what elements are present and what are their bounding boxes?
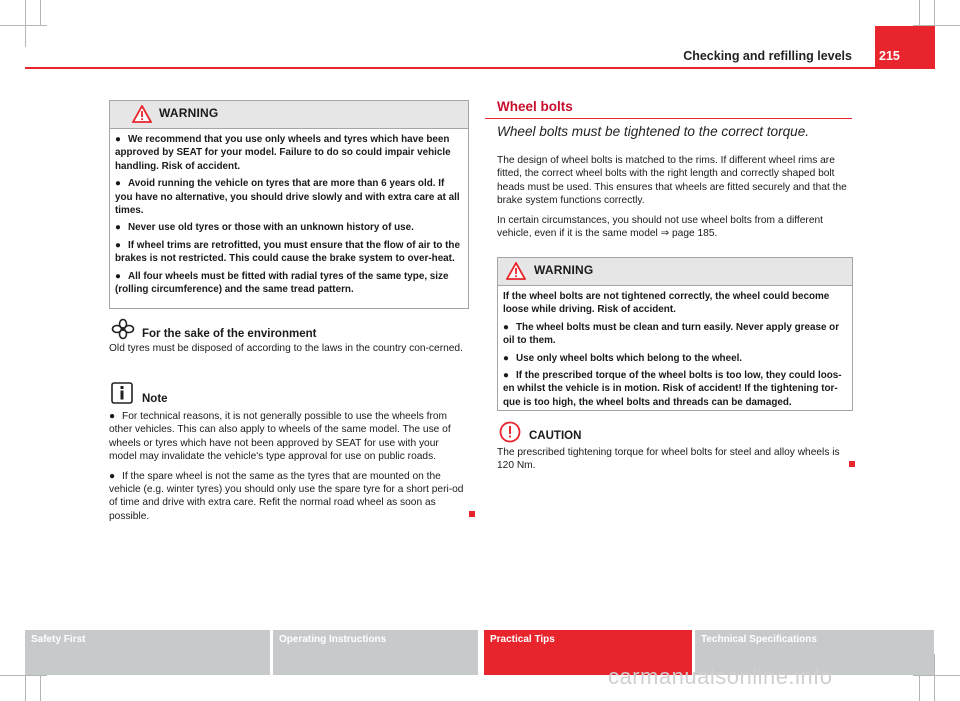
section-heading: Wheel bolts — [497, 99, 573, 114]
caution-icon — [499, 421, 521, 443]
warning-title: WARNING — [534, 263, 594, 277]
crop-mark — [919, 0, 920, 26]
warning-item: ● All four wheels must be fitted with radial tyres of the same type, size (rolling circumference) and the same tread pattern. — [115, 270, 449, 296]
warning-item: ● Use only wheel bolts which belong to the wheel. — [503, 352, 743, 364]
environment-text: Old tyres must be disposed of according to the laws in the country con-cerned. — [109, 343, 463, 354]
warning-item: ● The wheel bolts must be clean and turn easily. Never apply grease or oil to them. — [503, 321, 840, 347]
tab-operating-instructions[interactable]: Operating Instructions — [273, 630, 478, 675]
tab-technical-specifications[interactable]: Technical Specifications — [695, 630, 934, 675]
warning-triangle-icon — [506, 262, 526, 280]
crop-mark — [40, 675, 41, 701]
paragraph: In certain circumstances, you should not use wheel bolts from a different vehicle, even if it is the same model ⇒ page 185. — [497, 214, 823, 240]
note-item: ● For technical reasons, it is not generally possible to use the wheels from other vehicles. This can also apply to wheels of the same model. The use of wheels or tyres which have not been approved by SEAT for use with your model may invalidate the vehicle's type approval for use on public roads. — [109, 411, 451, 463]
section-end-mark — [469, 511, 475, 517]
crop-mark — [25, 0, 26, 47]
environment-title: For the sake of the environment — [142, 328, 317, 340]
chapter-title: Checking and refilling levels — [683, 49, 852, 63]
paragraph: The design of wheel bolts is matched to the rims. If different wheel rims are fitted, the correct wheel bolts with the right length and correctly shaped bolt heads must be used. This ensures that wheels are fitted securely and that the brake system functions correctly. — [497, 155, 847, 207]
caution-text: The prescribed tightening torque for wheel bolts for steel and alloy wheels is 120 Nm. — [497, 447, 840, 472]
warning-item: ● We recommend that you use only wheels and tyres which have been approved by SEAT for your model. Failure to do so could impair vehicle handling. Risk of accident. — [115, 134, 451, 172]
crop-mark — [934, 654, 935, 701]
warning-triangle-icon — [132, 105, 152, 123]
tyre-warning-box — [109, 100, 469, 309]
tab-practical-tips[interactable]: Practical Tips — [484, 630, 692, 675]
wheel-bolts-text — [497, 154, 853, 246]
crop-mark — [913, 675, 960, 676]
section-end-mark — [849, 461, 855, 467]
warning-item: ● Avoid running the vehicle on tyres that are more than 6 years old. If you have no alternative, you should drive slowly and with extra care at all times. — [115, 178, 460, 217]
note-title: Note — [142, 393, 168, 405]
heading-rule — [485, 118, 852, 119]
section-subheading: Wheel bolts must be tightened to the correct torque. — [497, 124, 810, 139]
note-item: ● If the spare wheel is not the same as the tyres that are mounted on the vehicle (e.g. winter tyres) you should only use the spare tyre for a short peri-od of time and drive with extra care. Refit the normal road wheel as soon as possible. — [109, 470, 464, 522]
warning-item: ● Never use old tyres or those with an unknown history of use. — [115, 222, 414, 234]
warning-item: ● If wheel trims are retrofitted, you must ensure that the flow of air to the brakes is not restricted. This could cause the brake system to over-heat. — [115, 239, 460, 265]
note-body — [109, 410, 467, 529]
page-number: 215 — [879, 49, 900, 63]
crop-mark — [919, 675, 920, 701]
warning-intro: If the wheel bolts are not tightened correctly, the wheel could become loose while driving. Risk of accident. — [503, 291, 830, 316]
warning-item: ● If the prescribed torque of the wheel bolts is too low, they could loos-en whilst the vehicle is in motion. Risk of accident! If the tightening tor-que is too high, the wheel bolts and threads can be damaged. — [503, 370, 842, 408]
environment-leaf-icon — [111, 318, 135, 340]
header-rule — [25, 67, 875, 69]
wheel-bolts-warning-box — [497, 257, 853, 411]
watermark: carmanualsonline.info — [608, 664, 833, 689]
crop-mark — [40, 0, 41, 26]
warning-title: WARNING — [159, 106, 219, 120]
note-info-icon — [111, 382, 133, 404]
tab-safety-first[interactable]: Safety First — [25, 630, 270, 675]
caution-title: CAUTION — [529, 430, 582, 442]
